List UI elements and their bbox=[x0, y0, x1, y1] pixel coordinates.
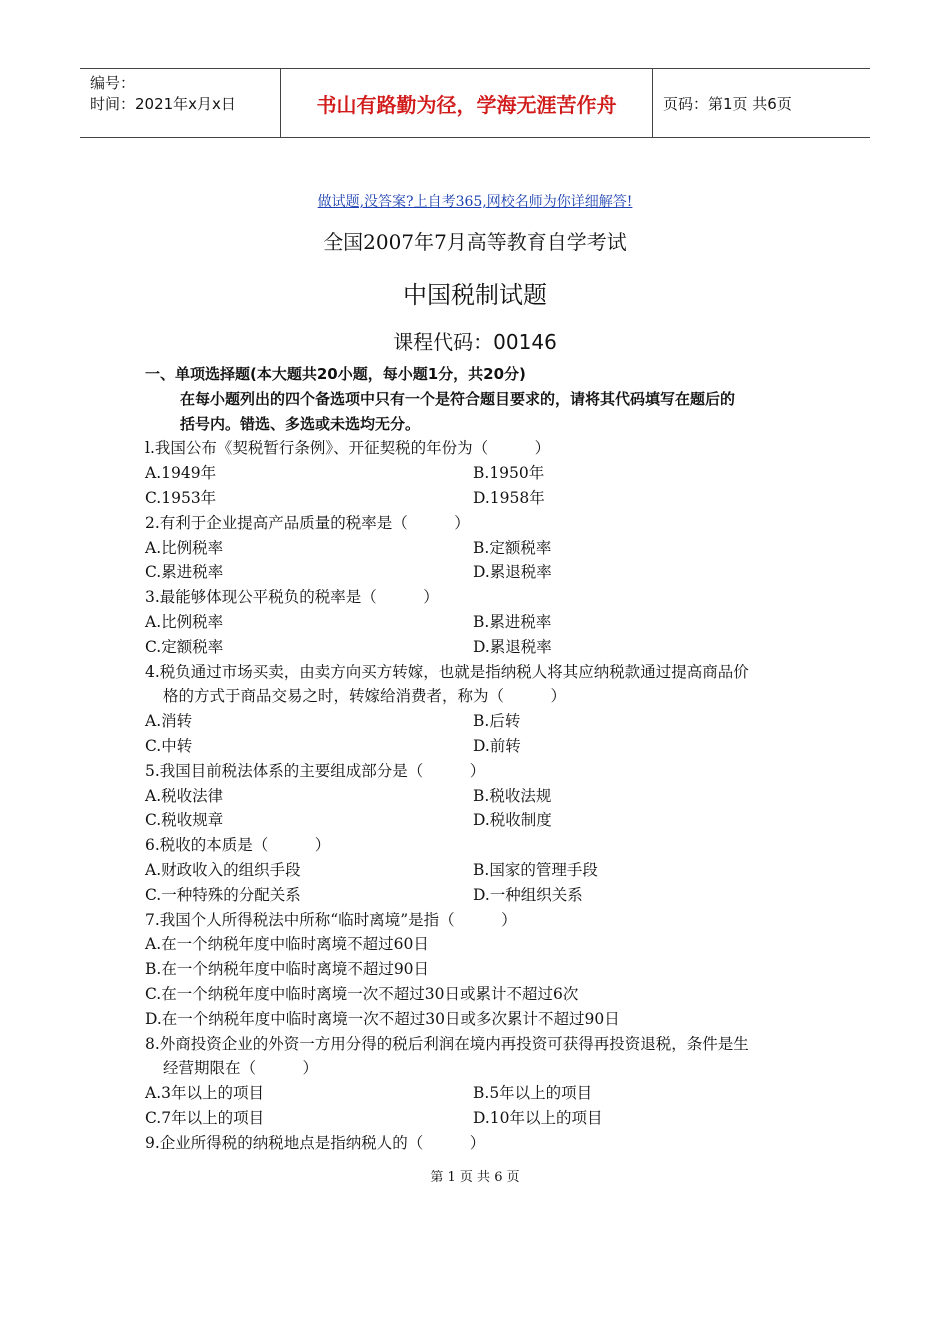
question-text: 2.有利于企业提高产品质量的税率是（ ） bbox=[145, 513, 470, 532]
promo-link[interactable]: 做试题,没答案?上自考365,网校名师为你详细解答! bbox=[317, 194, 633, 210]
option-d: D.累退税率 bbox=[473, 563, 552, 582]
header-page-info: 页码：第1页 共6页 bbox=[663, 94, 792, 113]
option-d: D.税收制度 bbox=[473, 811, 552, 830]
option-b: B.税收法规 bbox=[473, 786, 552, 805]
question-text: 5.我国目前税法体系的主要组成部分是（ ） bbox=[145, 761, 486, 780]
exam-title: 全国2007年7月高等教育自学考试 bbox=[323, 230, 627, 254]
option-b: B.1950年 bbox=[473, 464, 545, 483]
option-a: A.在一个纳税年度中临时离境不超过60日 bbox=[145, 935, 429, 954]
option-row bbox=[145, 734, 825, 759]
option-c: C.定额税率 bbox=[145, 637, 224, 656]
option-row bbox=[145, 610, 825, 635]
option-a: A.比例税率 bbox=[145, 612, 224, 631]
option-row bbox=[145, 635, 825, 660]
question-text-continued: 经营期限在（ ） bbox=[163, 1059, 319, 1078]
option-row bbox=[145, 560, 825, 585]
option-a: A.税收法律 bbox=[145, 786, 224, 805]
option-a: A.1949年 bbox=[145, 464, 217, 483]
option-a: A.财政收入的组织手段 bbox=[145, 860, 301, 879]
subject-title: 中国税制试题 bbox=[403, 281, 547, 309]
section-heading: 一、单项选择题(本大题共20小题，每小题1分，共20分) bbox=[145, 365, 526, 383]
section-instruction: 在每小题列出的四个备选项中只有一个是符合题目要求的，请将其代码填写在题后的 bbox=[180, 389, 736, 408]
question-text-continued: 格的方式于商品交易之时，转嫁给消费者，称为（ ） bbox=[163, 687, 567, 706]
option-d: D.在一个纳税年度中临时离境一次不超过30日或多次累计不超过90日 bbox=[145, 1009, 620, 1028]
question-text: 9.企业所得税的纳税地点是指纳税人的（ ） bbox=[145, 1133, 486, 1152]
option-c: C.一种特殊的分配关系 bbox=[145, 885, 301, 904]
question-text: 3.最能够体现公平税负的税率是（ ） bbox=[145, 588, 439, 607]
header-meta bbox=[80, 69, 281, 137]
option-d: D.1958年 bbox=[473, 488, 545, 507]
option-c: C.7年以上的项目 bbox=[145, 1108, 265, 1127]
option-row bbox=[145, 1081, 825, 1106]
option-row bbox=[145, 486, 825, 511]
option-c: C.在一个纳税年度中临时离境一次不超过30日或累计不超过6次 bbox=[145, 984, 579, 1003]
time-label: 时间：2021年x月x日 bbox=[90, 95, 236, 113]
header-motto: 书山有路勤为径，学海无涯苦作舟 bbox=[281, 69, 653, 137]
question-text: 8.外商投资企业的外资一方用分得的税后利润在境内再投资可获得再投资退税，条件是生 bbox=[145, 1034, 749, 1053]
option-d: D.10年以上的项目 bbox=[473, 1108, 603, 1127]
option-b: B.在一个纳税年度中临时离境不超过90日 bbox=[145, 960, 430, 979]
option-b: B.定额税率 bbox=[473, 538, 552, 557]
option-row bbox=[145, 784, 825, 809]
question-text: l.我国公布《契税暂行条例》、开征契税的年份为（ ） bbox=[145, 439, 551, 458]
option-b: B.后转 bbox=[473, 712, 521, 731]
question-text: 6.税收的本质是（ ） bbox=[145, 836, 331, 855]
option-d: D.一种组织关系 bbox=[473, 885, 583, 904]
number-label: 编号： bbox=[90, 74, 136, 92]
option-b: B.5年以上的项目 bbox=[473, 1084, 593, 1103]
option-c: C.中转 bbox=[145, 736, 193, 755]
question-text: 4.税负通过市场买卖，由卖方向买方转嫁，也就是指纳税人将其应纳税款通过提高商品价 bbox=[145, 662, 749, 681]
option-c: C.1953年 bbox=[145, 488, 217, 507]
option-b: B.国家的管理手段 bbox=[473, 860, 598, 879]
page-header bbox=[80, 68, 870, 138]
course-code: 课程代码：00146 bbox=[393, 330, 557, 354]
option-c: C.税收规章 bbox=[145, 811, 224, 830]
option-row bbox=[145, 1106, 825, 1131]
option-row bbox=[145, 808, 825, 833]
option-d: D.累退税率 bbox=[473, 637, 552, 656]
option-a: A.比例税率 bbox=[145, 538, 224, 557]
option-row bbox=[145, 461, 825, 486]
option-c: C.累进税率 bbox=[145, 563, 224, 582]
promo-banner bbox=[0, 191, 950, 211]
option-row bbox=[145, 709, 825, 734]
option-a: A.消转 bbox=[145, 712, 193, 731]
option-row bbox=[145, 883, 825, 908]
question-text: 7.我国个人所得税法中所称“临时离境”是指（ ） bbox=[145, 910, 517, 929]
page-footer: 第 1 页 共 6 页 bbox=[430, 1170, 520, 1185]
exam-content bbox=[145, 362, 825, 1156]
option-b: B.累进税率 bbox=[473, 612, 552, 631]
section-instruction: 括号内。错选、多选或未选均无分。 bbox=[180, 414, 421, 433]
option-row bbox=[145, 536, 825, 561]
option-row bbox=[145, 858, 825, 883]
option-d: D.前转 bbox=[473, 736, 521, 755]
option-a: A.3年以上的项目 bbox=[145, 1084, 264, 1103]
